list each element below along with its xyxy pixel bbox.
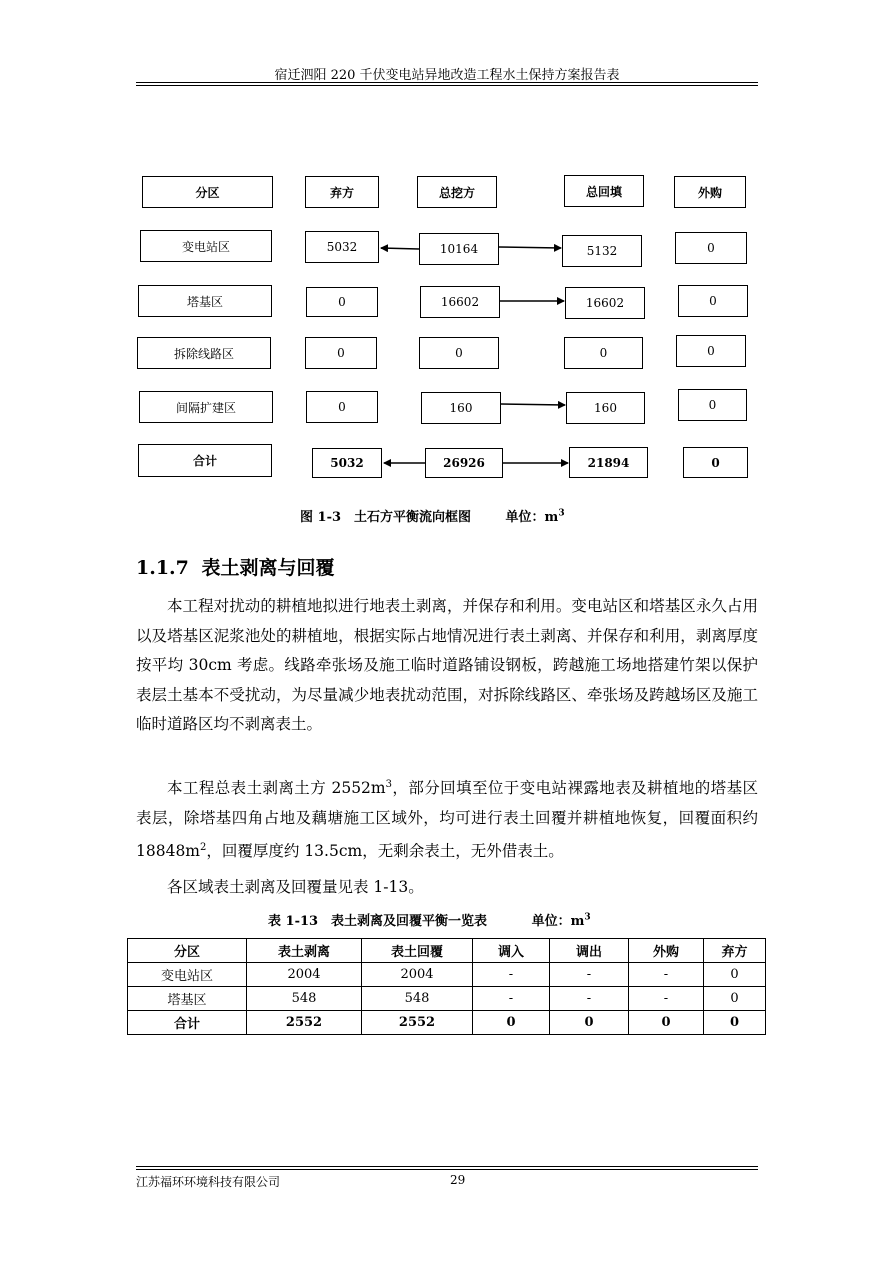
arrow-to-backfill [499, 247, 561, 248]
flow-excavation-box: 16602 [420, 286, 500, 318]
flow-zone-box: 变电站区 [140, 230, 272, 262]
arrow-to-discard [381, 248, 419, 249]
table-cell: 0 [704, 963, 766, 987]
flow-purchase-box: 0 [678, 389, 747, 421]
flow-purchase-box: 0 [676, 335, 746, 367]
table-cell: 548 [362, 987, 473, 1011]
flow-header-discard: 弃方 [305, 176, 379, 208]
topsoil-balance-table [127, 938, 766, 1035]
flow-backfill-box-total: 21894 [569, 447, 648, 478]
table-cell: 变电站区 [128, 963, 247, 987]
table-header-cell: 外购 [629, 939, 704, 963]
table-header-cell: 调出 [550, 939, 629, 963]
flow-zone-box: 塔基区 [138, 285, 272, 317]
flow-backfill-box: 160 [566, 392, 645, 424]
figure-caption-unit: 单位：$m^3$ [505, 508, 565, 525]
flow-zone-box: 拆除线路区 [137, 337, 271, 369]
table-row [128, 987, 766, 1011]
flow-header-purchase: 外购 [674, 176, 746, 208]
table-cell: 0 [473, 1011, 550, 1035]
arrow-to-backfill [501, 404, 565, 405]
table-cell: 2004 [362, 963, 473, 987]
table-cell: - [629, 963, 704, 987]
table-caption-unit: 单位：$m^3$ [531, 912, 591, 929]
flow-excavation-box-total: 26926 [425, 448, 503, 478]
table-header-cell: 调入 [473, 939, 550, 963]
table-total-row [128, 1011, 766, 1035]
table-cell: - [473, 963, 550, 987]
flow-discard-box: 5032 [305, 231, 379, 263]
table-row [128, 963, 766, 987]
flow-backfill-box: 0 [564, 337, 643, 369]
table-header-cell: 表土回覆 [362, 939, 473, 963]
flow-purchase-box: 0 [678, 285, 748, 317]
table-cell: 0 [550, 1011, 629, 1035]
table-header-cell: 弃方 [704, 939, 766, 963]
table-cell: 2552 [362, 1011, 473, 1035]
footer-company: 江苏福环环境科技有限公司 [136, 1175, 281, 1189]
table-cell: 2552 [247, 1011, 362, 1035]
table-cell: 塔基区 [128, 987, 247, 1011]
table-cell: 合计 [128, 1011, 247, 1035]
flow-excavation-box: 0 [419, 337, 499, 369]
flow-discard-box-total: 5032 [312, 448, 382, 478]
flow-discard-box: 0 [305, 337, 377, 369]
table-cell: 0 [704, 1011, 766, 1035]
page-number: 29 [450, 1173, 466, 1187]
flow-excavation-box: 160 [421, 392, 501, 424]
paragraph: 本工程对扰动的耕植地拟进行地表土剥离，并保存和利用。变电站区和塔基区永久占用以及塔基区泥浆池处的耕植地，根据实际占地情况进行表土剥离、并保存和利用，剥离厚度按平均 30cm 考虑。线路牵张场及施工临时道路铺设钢板，跨越施工场地搭建竹架以保护表层土基本不受扰动，为尽量减少地表扰动范围，对拆除线路区、牵张场及跨越场区及施工临时道路区均不剥离表土。 [136, 597, 758, 733]
table-cell: - [550, 987, 629, 1011]
page-header-title: 宿迁泗阳 220 千伏变电站异地改造工程水土保持方案报告表 [274, 68, 620, 83]
flow-discard-box: 0 [306, 287, 378, 317]
table-cell: - [629, 987, 704, 1011]
table-cell: - [473, 987, 550, 1011]
table-header-row [128, 939, 766, 963]
flow-zone-box: 间隔扩建区 [139, 391, 273, 423]
figure-caption-title: 图 1-3 土石方平衡流向框图 [300, 510, 472, 525]
figure-caption [300, 506, 565, 525]
section-heading [136, 553, 335, 580]
footer-rule [136, 1169, 758, 1170]
table-cell: 0 [704, 987, 766, 1011]
section-number: 1.1.7 [136, 557, 189, 579]
flow-header-backfill: 总回填 [564, 175, 644, 207]
paragraph: 本工程总表土剥离土方 $2552m^3$，部分回填至位于变电站裸露地表及耕植地的塔基区表层，除塔基四角占地及藕塘施工区域外，均可进行表土回覆并耕植地恢复，回覆面积约 $18848m^2$，回覆厚度约 13.5cm，无剩余表土，无外借表土。 [136, 779, 758, 861]
table-cell: 0 [629, 1011, 704, 1035]
flow-backfill-box: 16602 [565, 287, 645, 319]
flow-zone-box-total: 合计 [138, 444, 272, 477]
table-cell: 548 [247, 987, 362, 1011]
flow-header-zone: 分区 [142, 176, 273, 208]
flow-purchase-box: 0 [675, 232, 747, 264]
table-caption [268, 910, 591, 929]
section-title: 表土剥离与回覆 [201, 557, 335, 579]
table-header-cell: 表土剥离 [247, 939, 362, 963]
table-caption-title: 表 1-13 表土剥离及回覆平衡一览表 [268, 914, 488, 929]
flow-purchase-box-total: 0 [683, 447, 748, 478]
flow-backfill-box: 5132 [562, 235, 642, 267]
table-cell: 2004 [247, 963, 362, 987]
footer-rule-thick [136, 1166, 758, 1167]
flow-header-excavation: 总挖方 [417, 176, 497, 208]
paragraph: 各区域表土剥离及回覆量见表 1-13。 [167, 878, 424, 896]
table-cell: - [550, 963, 629, 987]
flow-excavation-box: 10164 [419, 233, 499, 265]
flow-discard-box: 0 [306, 391, 378, 423]
table-header-cell: 分区 [128, 939, 247, 963]
